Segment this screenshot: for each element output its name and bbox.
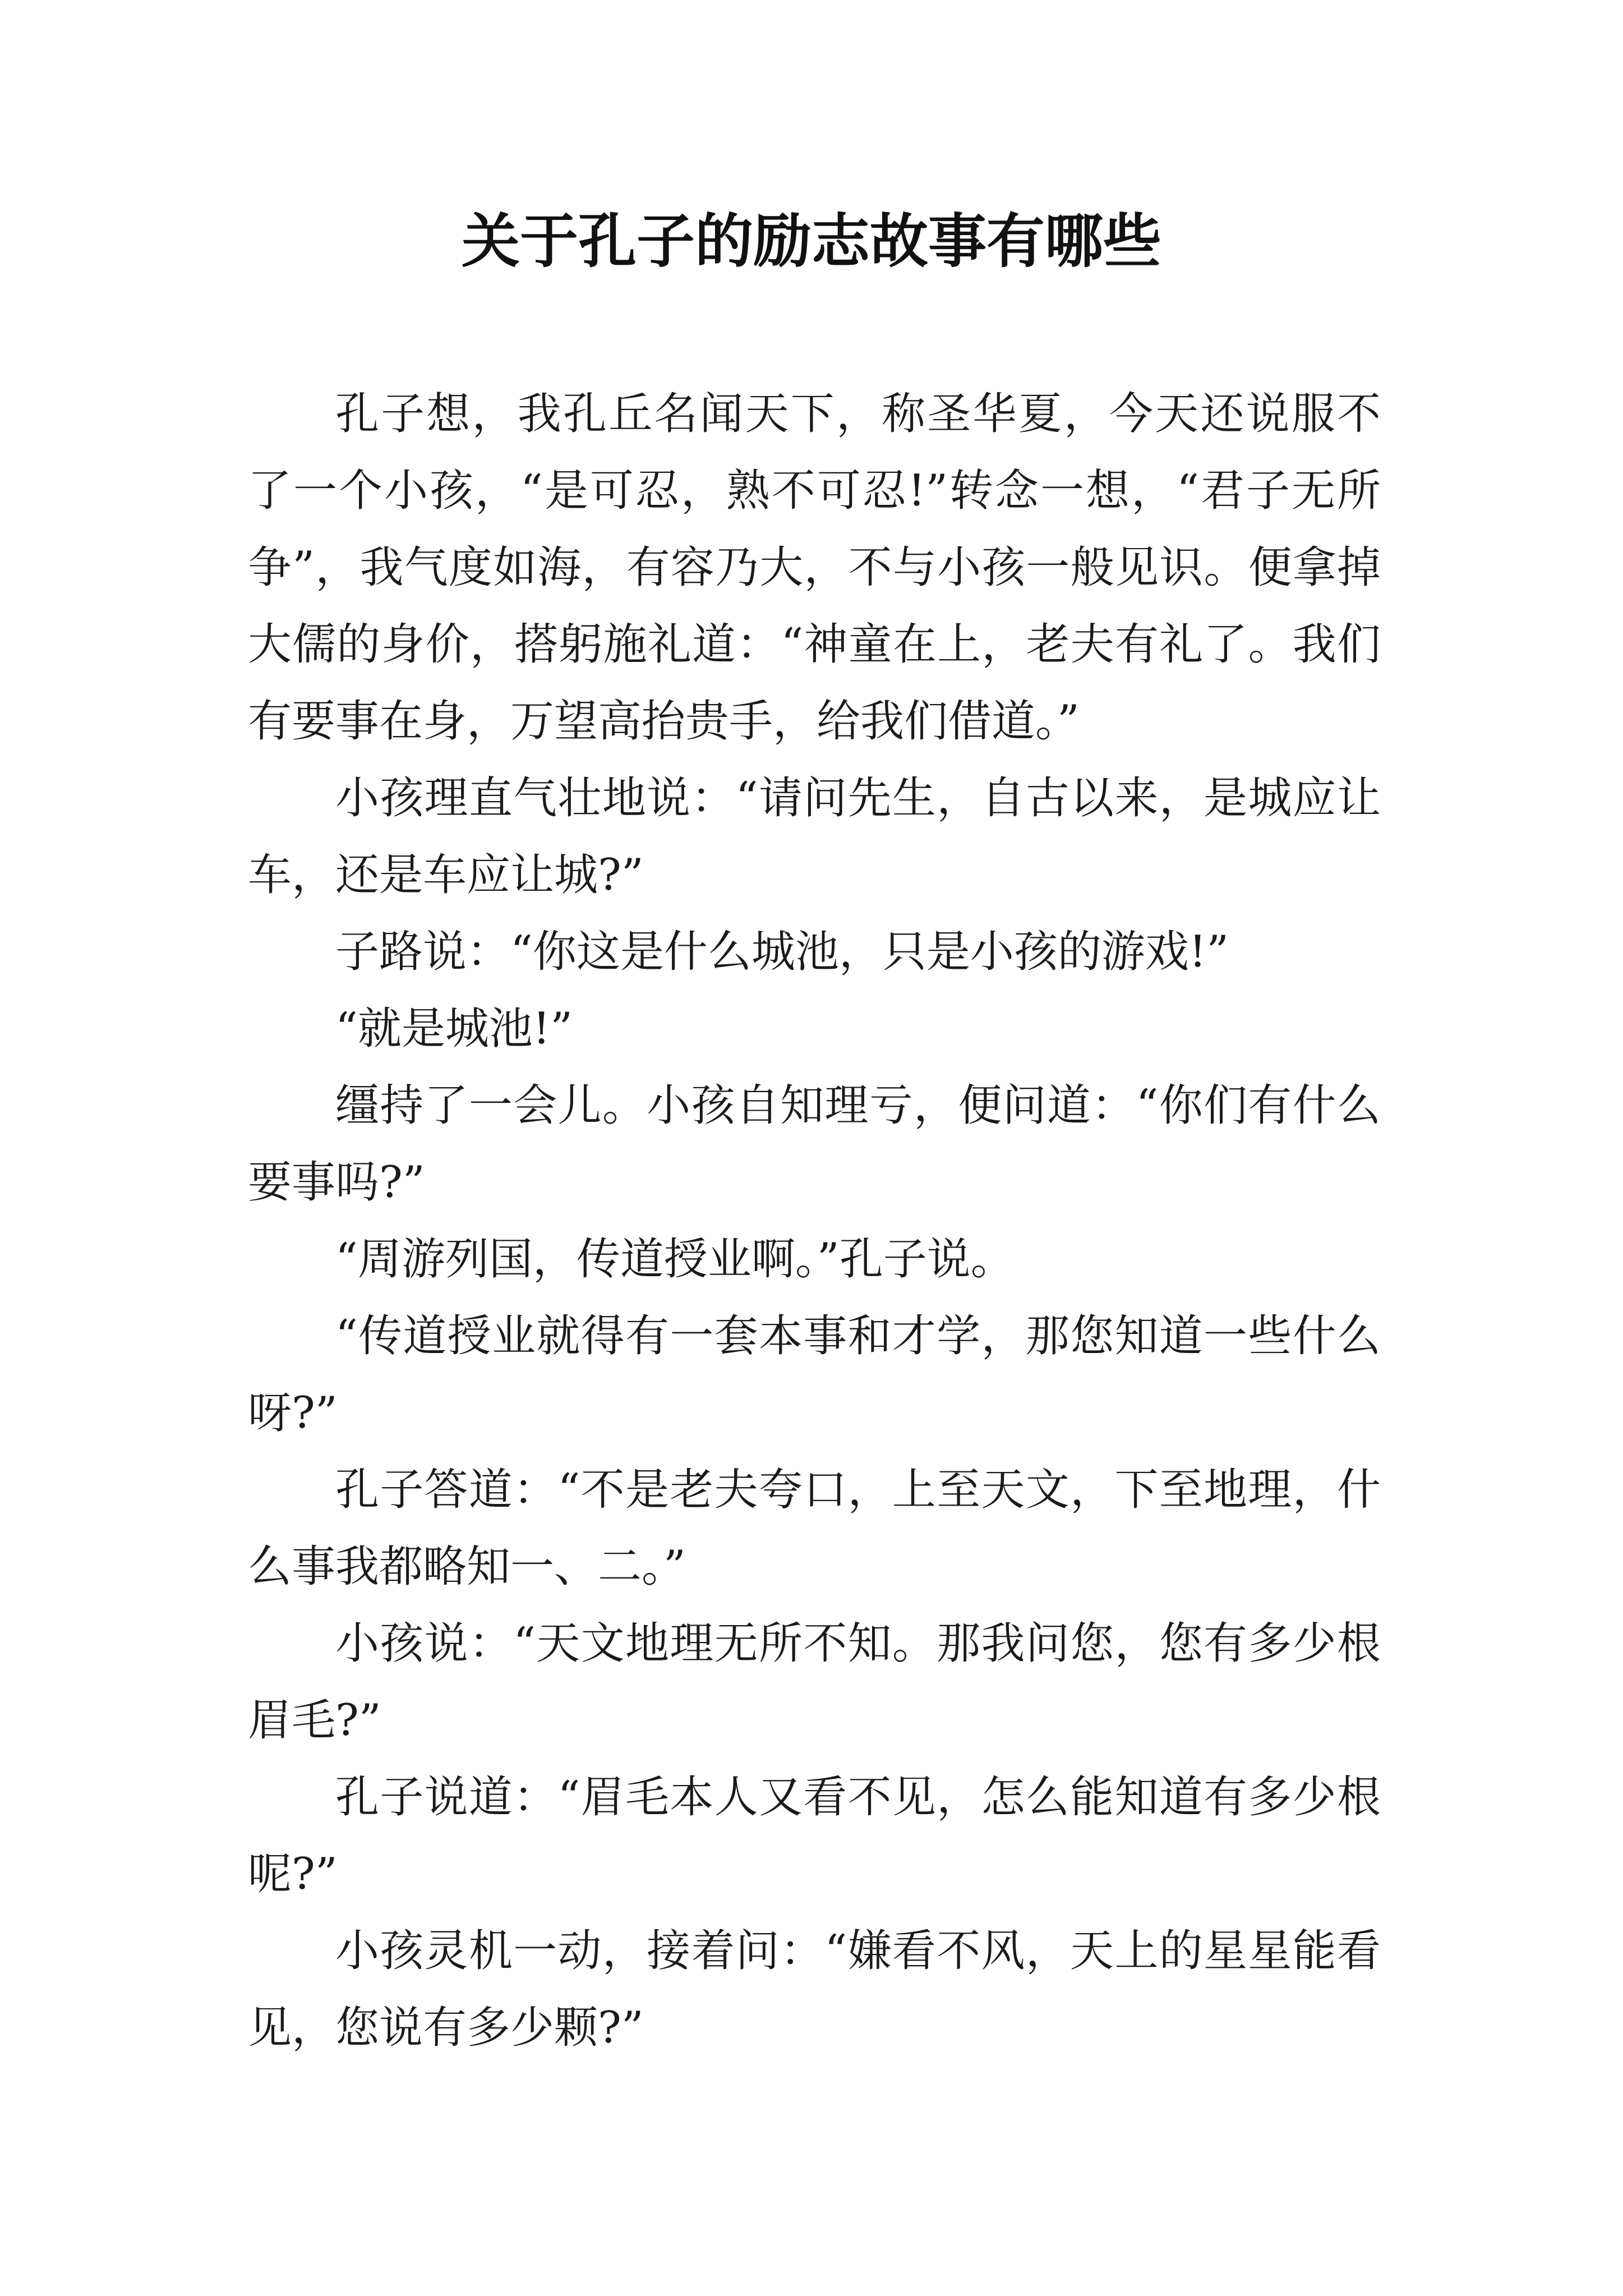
- paragraph: 缰持了一会儿。小孩自知理亏，便问道：“你们有什么要事吗?”: [248, 1080, 1381, 1208]
- paragraph: “传道授业就得有一套本事和才学，那您知道一些什么呀?”: [248, 1311, 1381, 1438]
- paragraph: 小孩说：“天文地理无所不知。那我问您，您有多少根眉毛?”: [248, 1618, 1381, 1746]
- paragraph: 子路说：“你这是什么城池，只是小孩的游戏!”: [335, 927, 1229, 977]
- paragraph: 孔子想，我孔丘名闻天下，称圣华夏，今天还说服不了一个小孩，“是可忍，熟不可忍!”转念一想，“君子无所争”，我气度如海，有容乃大，不与小孩一般见识。便拿掉大儒的身价，搭躬施礼道：“神童在上，老夫有礼了。我们有要事在身，万望高抬贵手，给我们借道。”: [248, 389, 1381, 747]
- document-body: [248, 376, 1381, 2067]
- paragraph: “周游列国，传道授业啊。”孔子说。: [335, 1234, 1015, 1285]
- paragraph: 小孩灵机一动，接着问：“嫌看不风，天上的星星能看见，您说有多少颗?”: [248, 1926, 1381, 2053]
- document-title: 关于孔子的励志故事有哪些: [461, 207, 1161, 275]
- paragraph: 孔子说道：“眉毛本人又看不见，怎么能知道有多少根呢?”: [248, 1772, 1381, 1899]
- paragraph: 孔子答道：“不是老夫夸口，上至天文，下至地理，什么事我都略知一、二。”: [248, 1465, 1381, 1592]
- paragraph: 小孩理直气壮地说：“请问先生，自古以来，是城应让车，还是车应让城?”: [248, 773, 1381, 900]
- paragraph: “就是城池!”: [335, 1004, 573, 1054]
